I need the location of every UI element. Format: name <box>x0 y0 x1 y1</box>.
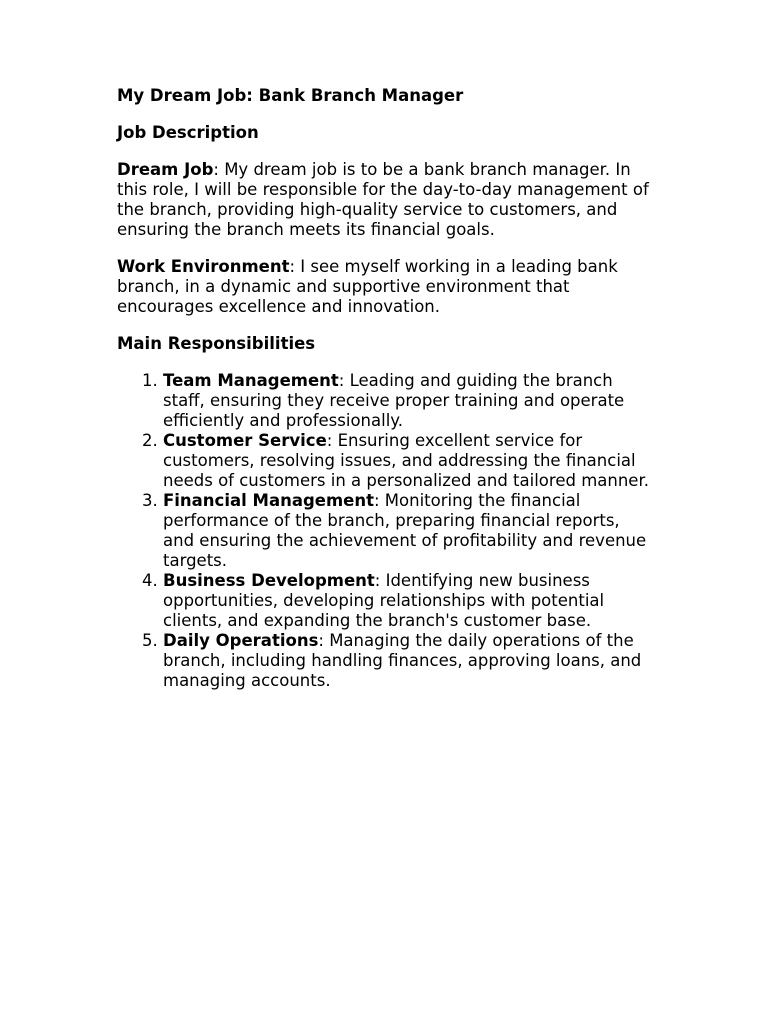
responsibility-text: : Identifying new business opportunities, developing relationships with potential clients, and expanding the branch's customer base. <box>163 571 605 630</box>
responsibility-label: Financial Management <box>163 491 374 510</box>
responsibility-label: Daily Operations <box>163 631 319 650</box>
responsibility-text: : Managing the daily operations of the branch, including handling finances, approving loans, and managing accounts. <box>163 631 642 690</box>
list-item <box>163 431 652 491</box>
responsibility-text: : Ensuring excellent service for customers, resolving issues, and addressing the financial needs of customers in a personalized and tailored manner. <box>163 431 649 490</box>
job-description-heading: Job Description <box>117 123 259 142</box>
work-environment-label: Work Environment <box>117 257 290 276</box>
responsibility-text: : Leading and guiding the branch staff, ensuring they receive proper training and operate efficiently and professionally. <box>163 371 625 430</box>
list-item <box>163 491 652 571</box>
dream-job-label: Dream Job <box>117 160 214 179</box>
responsibilities-heading: Main Responsibilities <box>117 334 316 353</box>
responsibility-text: : Monitoring the financial performance of the branch, preparing financial reports, and ensuring the achievement of profitability and revenue targets. <box>163 491 647 570</box>
responsibility-label: Customer Service <box>163 431 327 450</box>
list-item <box>163 631 652 691</box>
dream-job-text: : My dream job is to be a bank branch manager. In this role, I will be responsible for the day-to-day management of the branch, providing high-quality service to customers, and ensuring the branch meets its financial goals. <box>117 160 649 239</box>
responsibility-label: Team Management <box>163 371 339 390</box>
responsibilities-list <box>117 371 652 691</box>
document-title: My Dream Job: Bank Branch Manager <box>117 86 464 105</box>
list-item <box>163 371 652 431</box>
work-environment-text: : I see myself working in a leading bank branch, in a dynamic and supportive environment that encourages excellence and innovation. <box>117 257 618 316</box>
responsibility-label: Business Development <box>163 571 375 590</box>
dream-job-paragraph <box>117 160 652 240</box>
document-content <box>117 86 652 691</box>
list-item <box>163 571 652 631</box>
work-environment-paragraph <box>117 257 652 317</box>
